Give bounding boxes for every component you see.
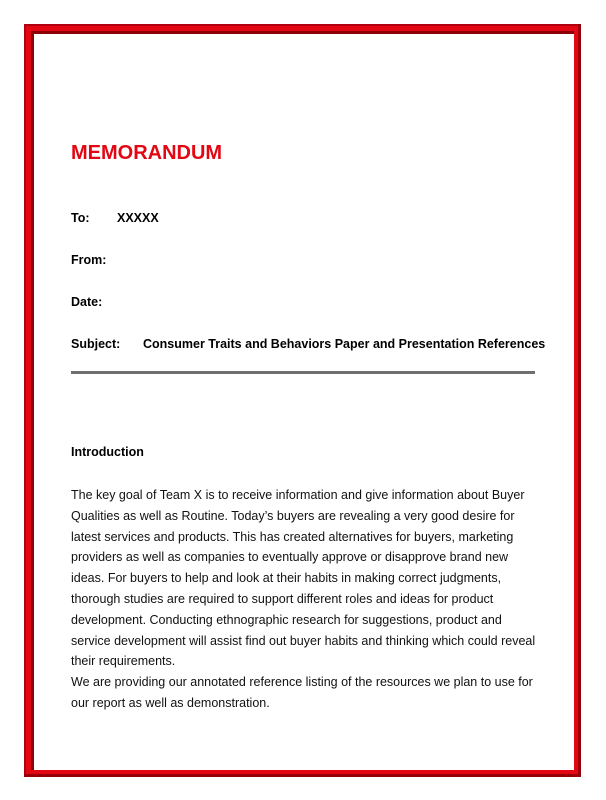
from-label: From:: [71, 253, 107, 267]
date-label: Date:: [71, 295, 103, 309]
introduction-paragraph: The key goal of Team X is to receive information and give information about Buyer Qualities as well as Routine. Today’s buyers are revealing a very good desire for latest services and products. This has created alternatives for buyers, marketing providers as well as companies to eventually approve or disapprove brand new ideas. For buyers to help and look at their habits in making correct judgments, thorough studies are required to support different roles and ideas for product development. Conducting ethnographic research for suggestions, product and service development will assist find out buyer habits and thinking which could reveal their requirements.: [71, 488, 536, 669]
to-value: XXXXX: [117, 211, 159, 225]
references-paragraph: We are providing our annotated reference listing of the resources we plan to use for our report as well as demonstration.: [71, 675, 533, 710]
subject-field: [71, 337, 546, 351]
subject-value: Consumer Traits and Behaviors Paper and Presentation References: [143, 337, 546, 351]
to-field: [71, 211, 159, 225]
from-field: [71, 253, 106, 267]
date-field: [71, 295, 102, 309]
section-heading-introduction: Introduction: [71, 445, 144, 459]
to-label: To:: [71, 211, 90, 225]
subject-label: Subject:: [71, 337, 121, 351]
header-divider: [71, 371, 535, 374]
memo-title: MEMORANDUM: [71, 142, 223, 164]
